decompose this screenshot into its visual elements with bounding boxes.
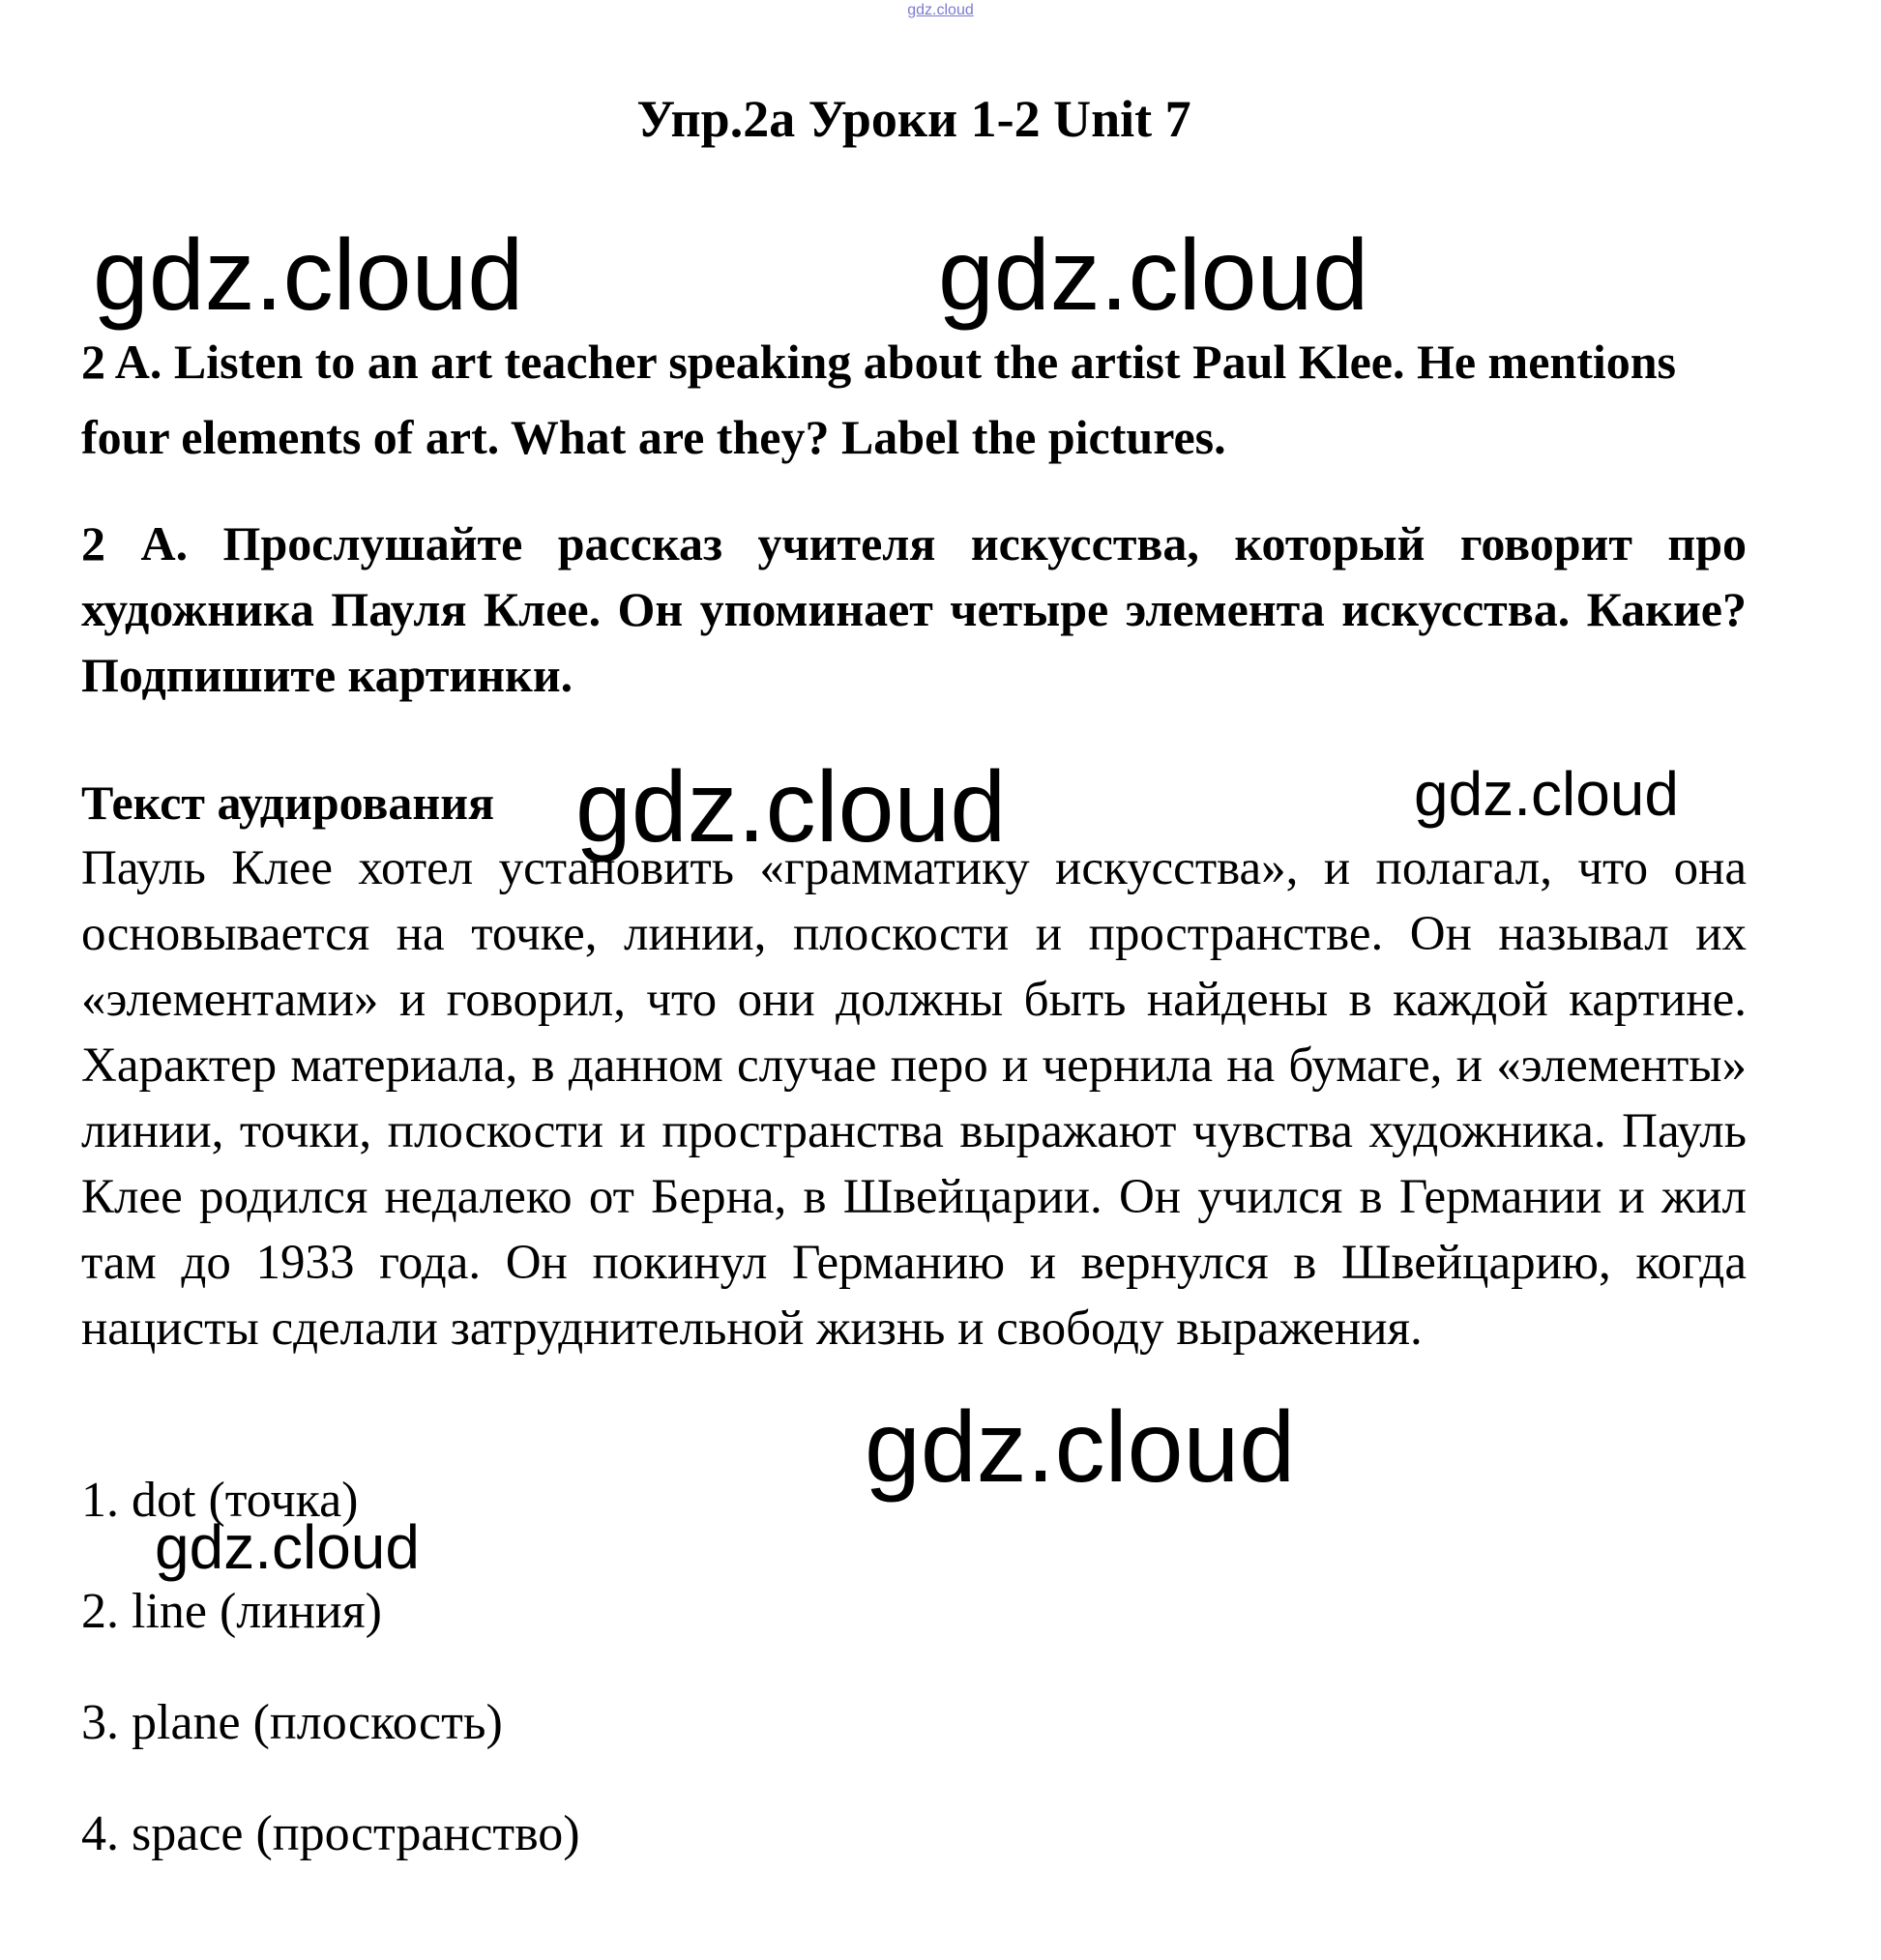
watermark: gdz.cloud [938,219,1369,332]
answer-list [81,1467,580,1912]
watermark: gdz.cloud [575,751,1007,863]
task-english: 2 A. Listen to an art teacher speaking about the artist Paul Klee. He mentions four elements of art. What are they? Label the pictures. [81,335,1676,464]
answer-item: 1. dot (точка) [81,1473,359,1528]
listening-heading: Текст аудирования [81,775,495,830]
watermark: gdz.cloud [155,1512,420,1582]
watermark: gdz.cloud [865,1391,1296,1504]
answer-item: 4. space (пространство) [81,1806,580,1861]
page-title: Упр.2а Уроки 1-2 Unit 7 [636,90,1191,148]
task-russian: 2 А. Прослушайте рассказ учителя искусства, который говорит про художника Пауля Клее. Он упоминает четыре элемента искусства. Какие? Подпишите картинки. [81,516,1747,702]
listening-text: Пауль Клее хотел установить «грамматику искусства», и полагал, что она основывается на точке, линии, плоскости и пространстве. Он называл их «элементами» и говорил, что они должны быть найдены в каждой картине. Характер материала, в данном случае перо и чернила на бумаге, и «элементы» линии, точки, плоскости и пространства выражают чувства художника. Пауль Клее родился недалеко от Берна, в Швейцарии. Он учился в Германии и жил там до 1933 года. Он покинул Германию и вернулся в Швейцарию, когда нацисты сделали затруднительной жизнь и свободу выражения. [81,841,1747,1356]
watermark: gdz.cloud [1414,759,1679,829]
watermark: gdz.cloud [93,219,524,332]
top-watermark-link[interactable]: gdz.cloud [907,2,974,18]
answer-item: 2. line (линия) [81,1584,382,1639]
answer-item: 3. plane (плоскость) [81,1695,503,1750]
